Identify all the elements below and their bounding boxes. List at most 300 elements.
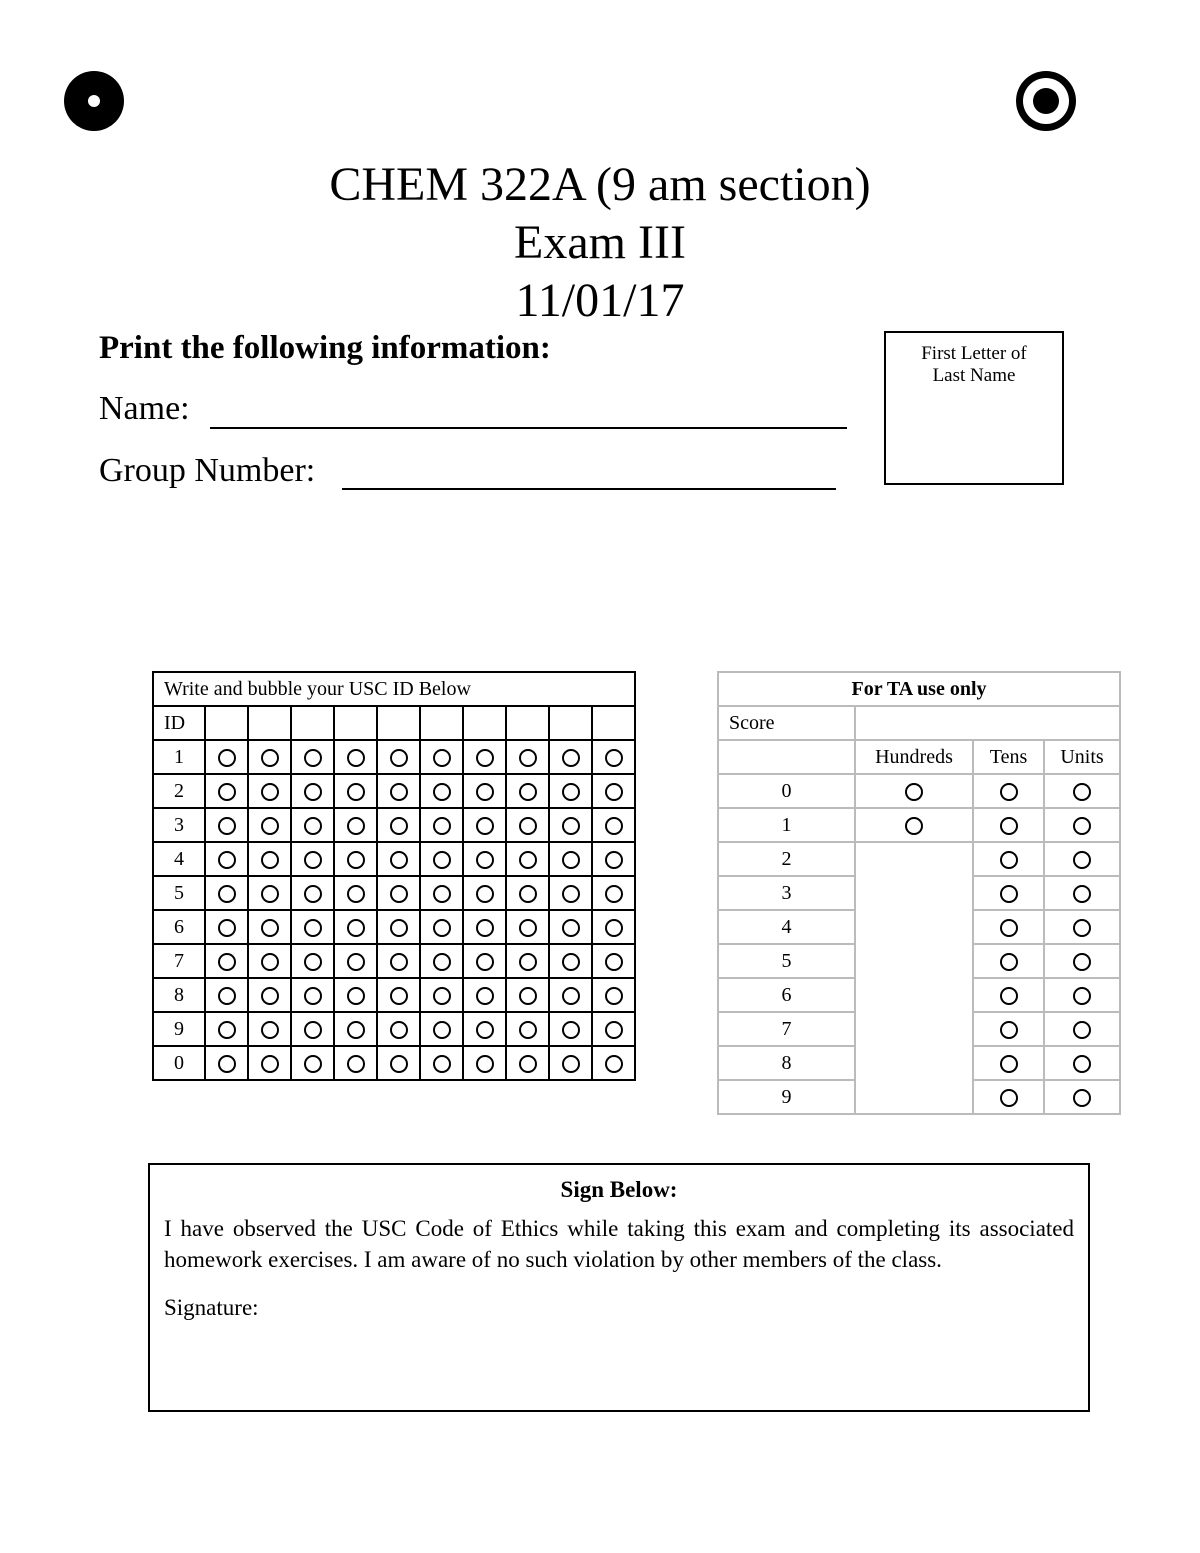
id-bubble-cell [506, 808, 549, 842]
id-bubble-cell [506, 910, 549, 944]
ta-score-row [718, 842, 1120, 876]
ta-score-row [718, 808, 1120, 842]
id-bubble-cell [506, 944, 549, 978]
hundreds-cell [855, 1046, 973, 1080]
bubble-icon[interactable] [304, 749, 322, 767]
ethics-statement: I have observed the USC Code of Ethics while taking this exam and completing its associated homework exercises. I am aware of no such violation by other members of the class. [164, 1216, 1074, 1272]
bubble-icon[interactable] [476, 1021, 494, 1039]
units-cell [1044, 808, 1120, 842]
bubble-icon[interactable] [605, 817, 623, 835]
hundreds-cell [855, 774, 973, 808]
letter-box-label-line2: Last Name [932, 365, 1016, 386]
bubble-icon[interactable] [605, 1021, 623, 1039]
id-bubble-cell [248, 1046, 291, 1080]
bubble-icon[interactable] [1073, 1055, 1091, 1073]
id-row-label: 0 [153, 1046, 205, 1080]
bubble-icon[interactable] [476, 919, 494, 937]
sign-title: Sign Below: [560, 1177, 678, 1202]
tens-cell [973, 1080, 1044, 1114]
id-bubble-cell [334, 910, 377, 944]
bubble-icon[interactable] [304, 1055, 322, 1073]
bubble-icon[interactable] [1073, 987, 1091, 1005]
bubble-icon[interactable] [218, 987, 236, 1005]
id-digit-write-cell[interactable] [291, 706, 334, 740]
id-bubble-cell [549, 1046, 592, 1080]
bubble-icon[interactable] [304, 1021, 322, 1039]
tens-cell [973, 910, 1044, 944]
id-bubble-cell [291, 842, 334, 876]
id-bubble-cell [463, 740, 506, 774]
ta-row-label: 1 [718, 808, 855, 842]
id-row-label: 4 [153, 842, 205, 876]
bubble-icon[interactable] [261, 1055, 279, 1073]
bubble-icon[interactable] [605, 783, 623, 801]
ta-score-row [718, 978, 1120, 1012]
bubble-icon[interactable] [476, 987, 494, 1005]
bubble-icon[interactable] [562, 919, 580, 937]
id-bubble-cell [549, 1012, 592, 1046]
ta-row-label: 6 [718, 978, 855, 1012]
bubble-icon[interactable] [519, 1055, 537, 1073]
print-info-heading: Print the following information: [99, 330, 551, 366]
ta-score-row [718, 774, 1120, 808]
bubble-icon[interactable] [390, 1055, 408, 1073]
id-digit-write-cell[interactable] [377, 706, 420, 740]
id-digit-write-cell[interactable] [420, 706, 463, 740]
bubble-icon[interactable] [347, 783, 365, 801]
bubble-icon[interactable] [218, 1021, 236, 1039]
tens-cell [973, 1046, 1044, 1080]
bubble-icon[interactable] [261, 1021, 279, 1039]
id-digit-write-cell[interactable] [334, 706, 377, 740]
id-bubble-cell [291, 910, 334, 944]
id-bubble-cell [377, 876, 420, 910]
bubble-icon[interactable] [476, 953, 494, 971]
id-bubble-cell [506, 978, 549, 1012]
bubble-icon[interactable] [304, 953, 322, 971]
bubble-icon[interactable] [433, 749, 451, 767]
registration-mark-left [64, 71, 124, 131]
sign-box [148, 1163, 1090, 1412]
id-row-label: 3 [153, 808, 205, 842]
bubble-icon[interactable] [1000, 919, 1018, 937]
bubble-icon[interactable] [1073, 817, 1091, 835]
bubble-icon[interactable] [347, 885, 365, 903]
id-bubble-cell [205, 978, 248, 1012]
id-digit-write-cell[interactable] [463, 706, 506, 740]
bubble-icon[interactable] [347, 1055, 365, 1073]
id-bubble-cell [463, 774, 506, 808]
id-bubble-cell [549, 910, 592, 944]
id-bubble-cell [420, 1046, 463, 1080]
tens-cell [973, 808, 1044, 842]
id-bubble-cell [549, 944, 592, 978]
ta-title: For TA use only [718, 672, 1120, 706]
bubble-icon[interactable] [390, 851, 408, 869]
id-bubble-cell [463, 808, 506, 842]
bubble-icon[interactable] [433, 817, 451, 835]
bubble-icon[interactable] [433, 953, 451, 971]
bubble-icon[interactable] [261, 851, 279, 869]
id-bubble-cell [334, 740, 377, 774]
id-grid-row [153, 842, 635, 876]
bubble-icon[interactable] [476, 851, 494, 869]
id-bubble-cell [205, 876, 248, 910]
id-bubble-cell [549, 740, 592, 774]
id-grid-row [153, 774, 635, 808]
bubble-icon[interactable] [562, 987, 580, 1005]
bubble-icon[interactable] [562, 885, 580, 903]
bubble-icon[interactable] [605, 919, 623, 937]
ta-score-row [718, 1012, 1120, 1046]
id-bubble-cell [291, 1046, 334, 1080]
units-cell [1044, 910, 1120, 944]
id-bubble-cell [506, 1012, 549, 1046]
bubble-icon[interactable] [347, 749, 365, 767]
id-bubble-cell [377, 944, 420, 978]
id-digit-write-cell[interactable] [592, 706, 635, 740]
id-bubble-cell [205, 944, 248, 978]
bubble-icon[interactable] [1000, 1021, 1018, 1039]
ta-row-label: 5 [718, 944, 855, 978]
bubble-icon[interactable] [390, 1021, 408, 1039]
ta-header-blank [718, 740, 855, 774]
hundreds-cell [855, 1080, 973, 1114]
id-bubble-cell [248, 944, 291, 978]
hundreds-cell [855, 842, 973, 876]
id-bubble-cell [506, 876, 549, 910]
bubble-icon[interactable] [261, 987, 279, 1005]
id-bubble-cell [463, 910, 506, 944]
bubble-icon[interactable] [1000, 783, 1018, 801]
id-bubble-cell [463, 1046, 506, 1080]
bubble-icon[interactable] [562, 1055, 580, 1073]
hundreds-cell [855, 876, 973, 910]
bubble-icon[interactable] [519, 953, 537, 971]
units-cell [1044, 842, 1120, 876]
ta-score-row [718, 944, 1120, 978]
bubble-icon[interactable] [519, 885, 537, 903]
bubble-icon[interactable] [304, 885, 322, 903]
id-digit-write-cell[interactable] [506, 706, 549, 740]
id-bubble-cell [205, 1012, 248, 1046]
id-bubble-cell [205, 1046, 248, 1080]
bubble-icon[interactable] [261, 919, 279, 937]
bubble-icon[interactable] [390, 987, 408, 1005]
bubble-icon[interactable] [519, 1021, 537, 1039]
bubble-icon[interactable] [476, 885, 494, 903]
col-units: Units [1044, 740, 1120, 774]
id-bubble-cell [334, 808, 377, 842]
bubble-icon[interactable] [218, 953, 236, 971]
id-bubble-cell [334, 842, 377, 876]
bubble-icon[interactable] [1073, 953, 1091, 971]
bubble-icon[interactable] [562, 953, 580, 971]
bubble-icon[interactable] [347, 987, 365, 1005]
bubble-icon[interactable] [433, 783, 451, 801]
course-title: CHEM 322A (9 am section) [329, 158, 871, 211]
id-bubble-cell [205, 910, 248, 944]
bubble-icon[interactable] [562, 749, 580, 767]
id-bubble-cell [291, 774, 334, 808]
group-number-field[interactable] [342, 488, 836, 490]
bubble-icon[interactable] [218, 783, 236, 801]
hundreds-cell [855, 1012, 973, 1046]
ta-score-row [718, 1080, 1120, 1114]
id-bubble-cell [248, 740, 291, 774]
id-row-label: 8 [153, 978, 205, 1012]
ta-score-row [718, 910, 1120, 944]
bubble-icon[interactable] [476, 817, 494, 835]
bubble-icon[interactable] [605, 749, 623, 767]
bubble-icon[interactable] [304, 783, 322, 801]
id-bubble-cell [205, 842, 248, 876]
id-bubble-cell [592, 944, 635, 978]
id-bubble-cell [463, 876, 506, 910]
group-number-label: Group Number: [99, 452, 316, 489]
bubble-icon[interactable] [390, 919, 408, 937]
id-grid-row [153, 910, 635, 944]
id-bubble-cell [463, 978, 506, 1012]
id-row-label: 5 [153, 876, 205, 910]
bubble-icon[interactable] [218, 919, 236, 937]
bubble-icon[interactable] [519, 851, 537, 869]
bubble-icon[interactable] [390, 885, 408, 903]
id-bubble-cell [334, 944, 377, 978]
tens-cell [973, 842, 1044, 876]
bubble-icon[interactable] [390, 817, 408, 835]
id-bubble-cell [592, 1012, 635, 1046]
id-bubble-cell [334, 876, 377, 910]
id-bubble-cell [420, 740, 463, 774]
id-bubble-cell [506, 1046, 549, 1080]
bubble-icon[interactable] [218, 851, 236, 869]
id-bubble-cell [592, 774, 635, 808]
id-grid-row [153, 978, 635, 1012]
bubble-icon[interactable] [1073, 851, 1091, 869]
ta-row-label: 2 [718, 842, 855, 876]
bubble-icon[interactable] [476, 749, 494, 767]
id-bubble-cell [463, 1012, 506, 1046]
id-bubble-cell [334, 774, 377, 808]
bubble-icon[interactable] [519, 987, 537, 1005]
bubble-icon[interactable] [433, 919, 451, 937]
ta-row-label: 4 [718, 910, 855, 944]
bubble-icon[interactable] [1073, 1089, 1091, 1107]
id-bubble-cell [248, 910, 291, 944]
id-bubble-cell [334, 1012, 377, 1046]
bubble-icon[interactable] [562, 817, 580, 835]
score-write-cell[interactable] [855, 706, 1120, 740]
units-cell [1044, 944, 1120, 978]
bubble-icon[interactable] [218, 749, 236, 767]
bubble-icon[interactable] [347, 817, 365, 835]
ta-row-label: 7 [718, 1012, 855, 1046]
hundreds-cell [855, 910, 973, 944]
bubble-icon[interactable] [905, 817, 923, 835]
registration-mark-right [1016, 71, 1076, 131]
bubble-icon[interactable] [261, 885, 279, 903]
id-row-label: 1 [153, 740, 205, 774]
id-bubble-cell [592, 978, 635, 1012]
id-grid-row [153, 1046, 635, 1080]
bubble-icon[interactable] [1000, 817, 1018, 835]
id-bubble-cell [248, 876, 291, 910]
bubble-icon[interactable] [433, 851, 451, 869]
id-digit-write-cell[interactable] [205, 706, 248, 740]
bubble-icon[interactable] [519, 749, 537, 767]
id-bubble-cell [506, 774, 549, 808]
id-bubble-cell [463, 944, 506, 978]
bubble-icon[interactable] [433, 987, 451, 1005]
id-bubble-cell [377, 1046, 420, 1080]
id-bubble-cell [592, 1046, 635, 1080]
exam-date: 11/01/17 [515, 274, 685, 327]
hundreds-cell [855, 944, 973, 978]
bubble-icon[interactable] [347, 953, 365, 971]
bubble-icon[interactable] [562, 851, 580, 869]
ta-row-label: 8 [718, 1046, 855, 1080]
id-bubble-cell [377, 808, 420, 842]
name-label: Name: [99, 390, 190, 427]
bubble-icon[interactable] [304, 919, 322, 937]
id-bubble-cell [420, 1012, 463, 1046]
hundreds-cell [855, 808, 973, 842]
id-grid-row [153, 944, 635, 978]
bubble-icon[interactable] [519, 919, 537, 937]
id-row-label: 6 [153, 910, 205, 944]
id-bubble-cell [592, 910, 635, 944]
bubble-icon[interactable] [562, 1021, 580, 1039]
tens-cell [973, 876, 1044, 910]
id-bubble-cell [377, 774, 420, 808]
id-bubble-cell [205, 808, 248, 842]
bubble-icon[interactable] [1000, 885, 1018, 903]
id-bubble-cell [420, 774, 463, 808]
bubble-icon[interactable] [390, 749, 408, 767]
bubble-icon[interactable] [605, 1055, 623, 1073]
bubble-icon[interactable] [476, 1055, 494, 1073]
bubble-icon[interactable] [347, 1021, 365, 1039]
bubble-icon[interactable] [519, 783, 537, 801]
ta-score-table [717, 671, 1121, 1115]
bubble-icon[interactable] [304, 851, 322, 869]
id-bubble-cell [549, 842, 592, 876]
bubble-icon[interactable] [433, 1021, 451, 1039]
bubble-icon[interactable] [390, 953, 408, 971]
bubble-icon[interactable] [605, 851, 623, 869]
bubble-icon[interactable] [304, 987, 322, 1005]
id-row-label: 9 [153, 1012, 205, 1046]
id-grid-title: Write and bubble your USC ID Below [153, 672, 635, 706]
score-label: Score [718, 706, 855, 740]
bubble-icon[interactable] [390, 783, 408, 801]
id-bubble-cell [291, 740, 334, 774]
bubble-icon[interactable] [218, 817, 236, 835]
id-bubble-cell [248, 978, 291, 1012]
bubble-icon[interactable] [1000, 851, 1018, 869]
last-name-initial-box[interactable] [884, 331, 1064, 485]
bubble-icon[interactable] [1073, 783, 1091, 801]
bubble-icon[interactable] [905, 783, 923, 801]
bubble-icon[interactable] [605, 987, 623, 1005]
id-bubble-cell [463, 842, 506, 876]
bubble-icon[interactable] [1000, 987, 1018, 1005]
id-bubble-cell [377, 740, 420, 774]
bubble-icon[interactable] [476, 783, 494, 801]
bubble-icon[interactable] [347, 919, 365, 937]
id-digit-write-cell[interactable] [248, 706, 291, 740]
bubble-icon[interactable] [1073, 919, 1091, 937]
units-cell [1044, 1080, 1120, 1114]
bubble-icon[interactable] [347, 851, 365, 869]
id-bubble-cell [506, 740, 549, 774]
id-bubble-cell [248, 774, 291, 808]
bubble-icon[interactable] [519, 817, 537, 835]
id-bubble-cell [291, 1012, 334, 1046]
id-bubble-cell [377, 842, 420, 876]
id-bubble-cell [549, 808, 592, 842]
bubble-icon[interactable] [1000, 1055, 1018, 1073]
bubble-icon[interactable] [261, 953, 279, 971]
bubble-icon[interactable] [261, 817, 279, 835]
id-bubble-cell [291, 944, 334, 978]
exam-title: Exam III [514, 216, 686, 269]
id-bubble-cell [592, 808, 635, 842]
ta-score-row [718, 1046, 1120, 1080]
name-field[interactable] [210, 427, 847, 429]
bubble-icon[interactable] [261, 749, 279, 767]
letter-box-label-line1: First Letter of [921, 343, 1027, 364]
id-grid-row [153, 876, 635, 910]
bubble-icon[interactable] [1000, 953, 1018, 971]
id-digit-write-cell[interactable] [549, 706, 592, 740]
units-cell [1044, 774, 1120, 808]
bubble-icon[interactable] [1073, 885, 1091, 903]
id-bubble-cell [334, 1046, 377, 1080]
id-bubble-cell [549, 978, 592, 1012]
bubble-icon[interactable] [433, 885, 451, 903]
ta-score-row [718, 876, 1120, 910]
id-bubble-cell [248, 808, 291, 842]
bubble-icon[interactable] [433, 1055, 451, 1073]
units-cell [1044, 978, 1120, 1012]
bubble-icon[interactable] [261, 783, 279, 801]
units-cell [1044, 1046, 1120, 1080]
id-bubble-cell [420, 876, 463, 910]
id-grid-row [153, 808, 635, 842]
id-bubble-cell [420, 842, 463, 876]
id-grid-row [153, 1012, 635, 1046]
id-bubble-cell [334, 978, 377, 1012]
id-bubble-cell [420, 978, 463, 1012]
bubble-icon[interactable] [1000, 1089, 1018, 1107]
id-bubble-cell [291, 808, 334, 842]
id-grid-row [153, 740, 635, 774]
id-bubble-cell [291, 978, 334, 1012]
bubble-icon[interactable] [1073, 1021, 1091, 1039]
tens-cell [973, 944, 1044, 978]
id-bubble-cell [205, 774, 248, 808]
bubble-icon[interactable] [562, 783, 580, 801]
bubble-icon[interactable] [304, 817, 322, 835]
bubble-icon[interactable] [605, 885, 623, 903]
bubble-icon[interactable] [218, 1055, 236, 1073]
id-bubble-cell [205, 740, 248, 774]
id-bubble-cell [248, 1012, 291, 1046]
bubble-icon[interactable] [218, 885, 236, 903]
bubble-icon[interactable] [605, 953, 623, 971]
